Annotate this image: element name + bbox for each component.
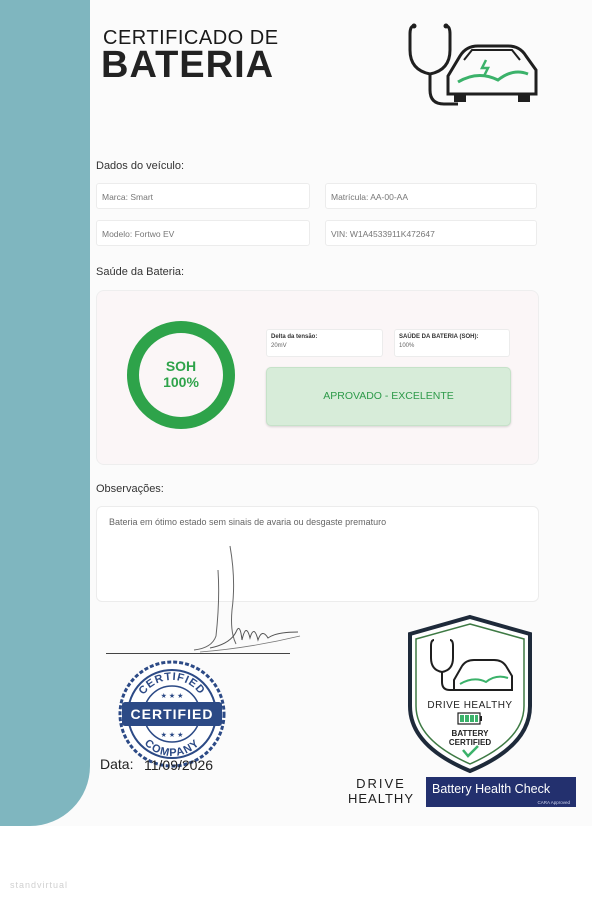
side-band — [0, 0, 90, 826]
battery-health-card — [394, 329, 510, 357]
soh-value: 100% — [163, 374, 199, 390]
bhc-title: Battery Health Check — [432, 782, 551, 796]
svg-text:★ ★ ★: ★ ★ ★ — [160, 732, 184, 739]
badge-brand: DRIVE HEALTHY — [427, 700, 513, 711]
approval-status: APROVADO - EXCELENTE — [266, 367, 511, 426]
soh-label: SOH — [165, 358, 197, 374]
date-value: 11/09/2026 — [144, 757, 214, 773]
battery-health-label: SAÚDE DA BATERIA (SOH): — [399, 334, 479, 340]
signature — [190, 540, 310, 660]
seal-banner-text: CERTIFIED — [130, 706, 214, 722]
certificate-title-small: CERTIFICADO DE — [103, 27, 279, 49]
plate-field: Matrícula: AA-00-AA — [325, 183, 537, 209]
observations-text: Bateria em ótimo estado sem sinais de avaria ou desgaste prematuro — [109, 517, 387, 527]
battery-health-value: 100% — [399, 343, 415, 349]
vin-field: VIN: W1A4533911K472647 — [325, 220, 537, 246]
dh-line2: HEALTHY — [348, 791, 414, 806]
battery-certified-badge — [406, 614, 534, 774]
battery-health-check-badge — [426, 777, 576, 807]
stethoscope-car-icon — [408, 20, 540, 106]
dh-line1: DRIVE — [356, 776, 406, 791]
brand-field: Marca: Smart — [96, 183, 310, 209]
date-label: Data: — [100, 756, 134, 772]
observations-section-label: Observações: — [96, 483, 164, 495]
bhc-subtitle: CARA Approved — [537, 800, 570, 805]
watermark: standvirtual — [10, 880, 69, 890]
certified-company-seal — [118, 660, 226, 768]
voltage-delta-label: Delta da tensão: — [271, 334, 318, 340]
model-field: Modelo: Fortwo EV — [96, 220, 310, 246]
voltage-delta-value: 20mV — [271, 343, 287, 349]
svg-text:★ ★ ★: ★ ★ ★ — [160, 693, 184, 700]
seal-bottom-text: COMPANY — [142, 737, 202, 760]
badge-line1: BATTERY — [451, 729, 489, 738]
signature-line — [106, 653, 290, 654]
seal-top-text: CERTIFIED — [136, 670, 208, 698]
soh-readout — [126, 358, 236, 390]
certificate-title: BATERIA — [101, 44, 275, 86]
drive-healthy-logo — [340, 776, 422, 808]
voltage-delta-card — [266, 329, 383, 357]
vehicle-section-label: Dados do veículo: — [96, 160, 185, 172]
battery-section-label: Saúde da Bateria: — [96, 266, 185, 278]
badge-line2: CERTIFIED — [448, 738, 492, 747]
